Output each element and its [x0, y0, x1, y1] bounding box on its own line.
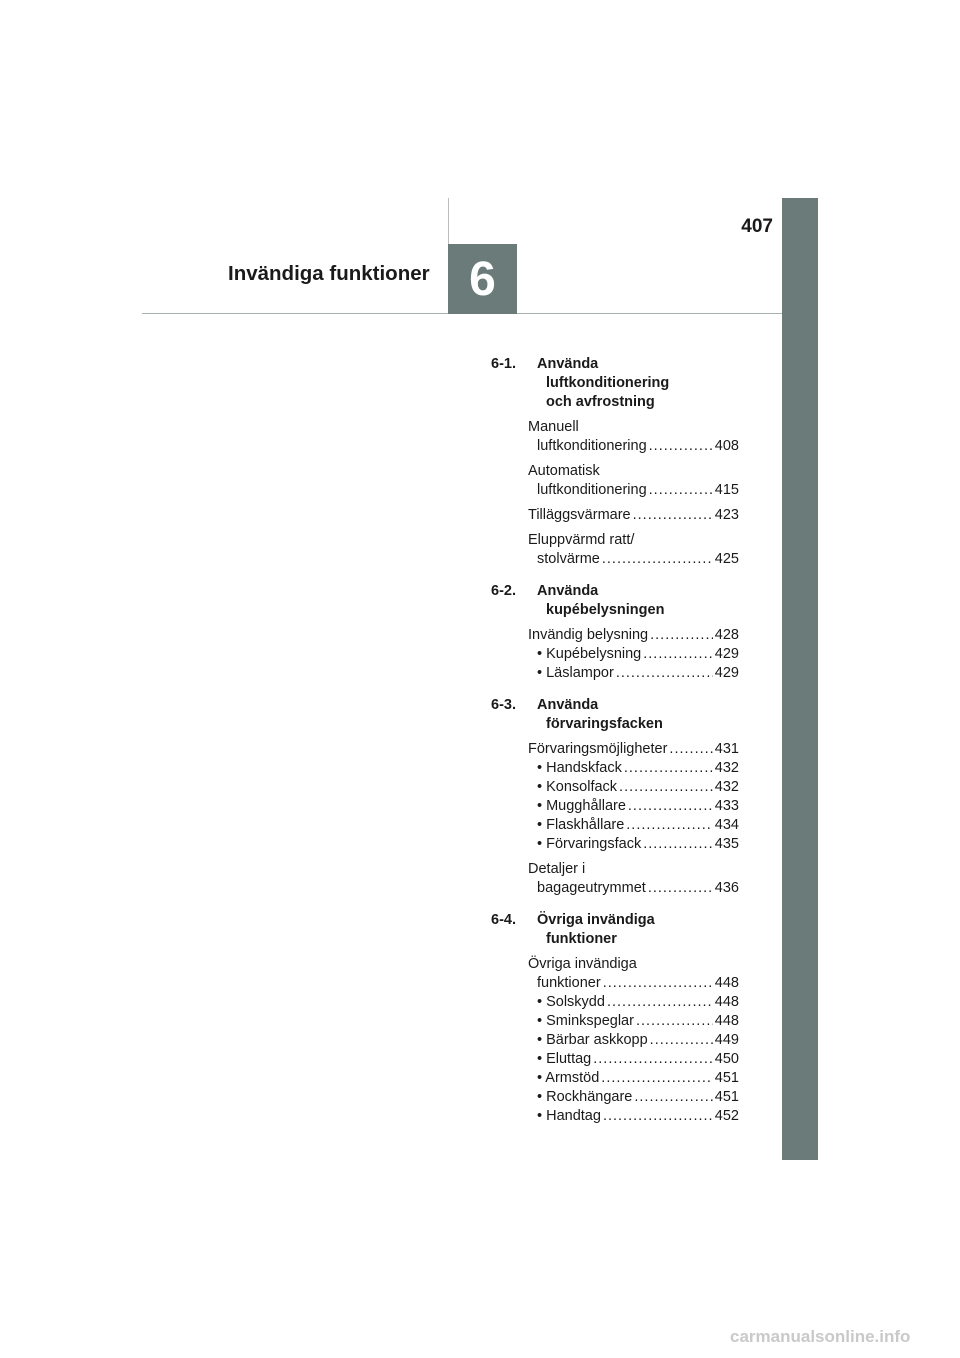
toc-dot-leader [669, 740, 712, 759]
toc-page-number: 429 [714, 646, 739, 662]
toc-dot-leader [593, 1050, 713, 1069]
toc-page-number: 448 [714, 1013, 739, 1029]
toc-entry[interactable] [528, 740, 739, 759]
toc-dot-leader [626, 816, 713, 835]
toc-subentry[interactable] [528, 778, 739, 797]
toc-section-heading [491, 355, 739, 412]
toc-entry-label: • Handtag [537, 1108, 601, 1124]
toc-entry[interactable] [528, 418, 739, 456]
table-of-contents [491, 355, 739, 1139]
toc-subentry[interactable] [528, 664, 739, 683]
toc-section-heading [491, 696, 739, 734]
toc-entry-label: funktioner [537, 975, 601, 991]
toc-page-number: 429 [714, 665, 739, 681]
toc-dot-leader [634, 1088, 712, 1107]
toc-page-number: 431 [714, 741, 739, 757]
toc-section-title: funktioner [546, 931, 617, 947]
toc-entry-label: • Flaskhållare [537, 817, 625, 833]
toc-subentry[interactable] [528, 645, 739, 664]
toc-section-number: 6-4. [491, 912, 516, 928]
toc-page-number: 449 [714, 1032, 739, 1048]
toc-dot-leader [624, 759, 713, 778]
toc-page-number: 448 [714, 994, 739, 1010]
chapter-title: Invändiga funktioner [228, 262, 430, 285]
toc-entry-label: • Konsolfack [537, 779, 618, 795]
toc-page-number: 450 [714, 1051, 739, 1067]
toc-entry-label: • Handskfack [537, 760, 622, 776]
toc-section-title: Använda [537, 583, 599, 599]
toc-dot-leader [650, 1031, 713, 1050]
toc-page-number: 432 [714, 760, 739, 776]
toc-page-number: 432 [714, 779, 739, 795]
toc-page-number: 434 [714, 817, 739, 833]
toc-page-number: 451 [714, 1070, 739, 1086]
toc-section-number: 6-1. [491, 356, 516, 372]
toc-page-number: 435 [714, 836, 739, 852]
toc-section-title: förvaringsfacken [546, 716, 663, 732]
toc-entry-label: stolvärme [537, 551, 600, 567]
toc-entry-label: • Eluttag [537, 1051, 592, 1067]
toc-page-number: 408 [714, 438, 739, 454]
chapter-divider-vertical [448, 198, 449, 244]
watermark: carmanualsonline.info [730, 1327, 911, 1346]
toc-subentry[interactable] [528, 816, 739, 835]
toc-entry-label: Förvaringsmöjligheter [528, 741, 668, 757]
toc-dot-leader [619, 778, 713, 797]
toc-subentry[interactable] [528, 835, 739, 854]
page-number: 407 [741, 216, 773, 237]
toc-entry-label: Detaljer i [528, 861, 586, 877]
toc-dot-leader [649, 481, 713, 500]
toc-dot-leader [603, 1107, 713, 1126]
toc-entry-label: • Läslampor [537, 665, 614, 681]
toc-dot-leader [643, 645, 713, 664]
toc-entry-label: luftkonditionering [537, 438, 647, 454]
toc-page-number: 433 [714, 798, 739, 814]
toc-section-title: Använda [537, 697, 599, 713]
chapter-number-box: 6 [448, 244, 517, 314]
toc-entry-label: • Mugghållare [537, 798, 626, 814]
toc-entry[interactable] [528, 462, 739, 500]
toc-subentry[interactable] [528, 1012, 739, 1031]
toc-entry-label: Tilläggsvärmare [528, 507, 631, 523]
chapter-side-tab [782, 198, 818, 1160]
toc-entry-label: Eluppvärmd ratt/ [528, 532, 635, 548]
toc-subentry[interactable] [528, 1050, 739, 1069]
toc-dot-leader [628, 797, 713, 816]
toc-entry-label: • Kupébelysning [537, 646, 642, 662]
toc-entry[interactable] [528, 626, 739, 645]
toc-entry-label: Invändig belysning [528, 627, 649, 643]
toc-dot-leader [633, 506, 713, 525]
toc-page-number: 436 [714, 880, 739, 896]
toc-page-number: 448 [714, 975, 739, 991]
toc-subentry[interactable] [528, 1107, 739, 1126]
toc-entry-label: • Sminkspeglar [537, 1013, 634, 1029]
toc-dot-leader [616, 664, 713, 683]
toc-subentry[interactable] [528, 993, 739, 1012]
toc-entry[interactable] [528, 860, 739, 898]
toc-section-title: luftkonditionering [546, 375, 670, 391]
toc-entry-label: • Rockhängare [537, 1089, 633, 1105]
toc-section-number: 6-3. [491, 697, 516, 713]
toc-section-heading [491, 582, 739, 620]
toc-dot-leader [601, 1069, 713, 1088]
toc-section-heading [491, 911, 739, 949]
toc-dot-leader [607, 993, 713, 1012]
toc-entry[interactable] [528, 506, 739, 525]
toc-section-title: Övriga invändiga [537, 912, 655, 928]
toc-dot-leader [602, 550, 713, 569]
toc-page-number: 451 [714, 1089, 739, 1105]
toc-entry-label: luftkonditionering [537, 482, 647, 498]
toc-section-title: kupébelysningen [546, 602, 665, 618]
toc-dot-leader [636, 1012, 713, 1031]
toc-dot-leader [650, 626, 713, 645]
toc-entry-label: • Armstöd [537, 1070, 600, 1086]
toc-entry[interactable] [528, 955, 739, 993]
toc-entry-label: • Förvaringsfack [537, 836, 642, 852]
toc-entry-label: Automatisk [528, 463, 600, 479]
toc-page-number: 428 [714, 627, 739, 643]
toc-entry-label: Övriga invändiga [528, 956, 637, 972]
toc-entry-label: • Bärbar askkopp [537, 1032, 648, 1048]
toc-entry-label: bagageutrymmet [537, 880, 646, 896]
toc-section-number: 6-2. [491, 583, 516, 599]
toc-entry-label: • Solskydd [537, 994, 605, 1010]
toc-section-title: Använda [537, 356, 599, 372]
toc-page-number: 423 [714, 507, 739, 523]
toc-dot-leader [649, 437, 713, 456]
toc-dot-leader [643, 835, 713, 854]
toc-subentry[interactable] [528, 1088, 739, 1107]
toc-entry-label: Manuell [528, 419, 579, 435]
toc-dot-leader [648, 879, 713, 898]
toc-page-number: 425 [714, 551, 739, 567]
toc-section-title: och avfrostning [546, 394, 655, 410]
toc-entry[interactable] [528, 531, 739, 569]
toc-dot-leader [603, 974, 713, 993]
toc-page-number: 452 [714, 1108, 739, 1124]
toc-subentry[interactable] [528, 797, 739, 816]
toc-subentry[interactable] [528, 759, 739, 778]
toc-page-number: 415 [714, 482, 739, 498]
toc-subentry[interactable] [528, 1031, 739, 1050]
toc-subentry[interactable] [528, 1069, 739, 1088]
